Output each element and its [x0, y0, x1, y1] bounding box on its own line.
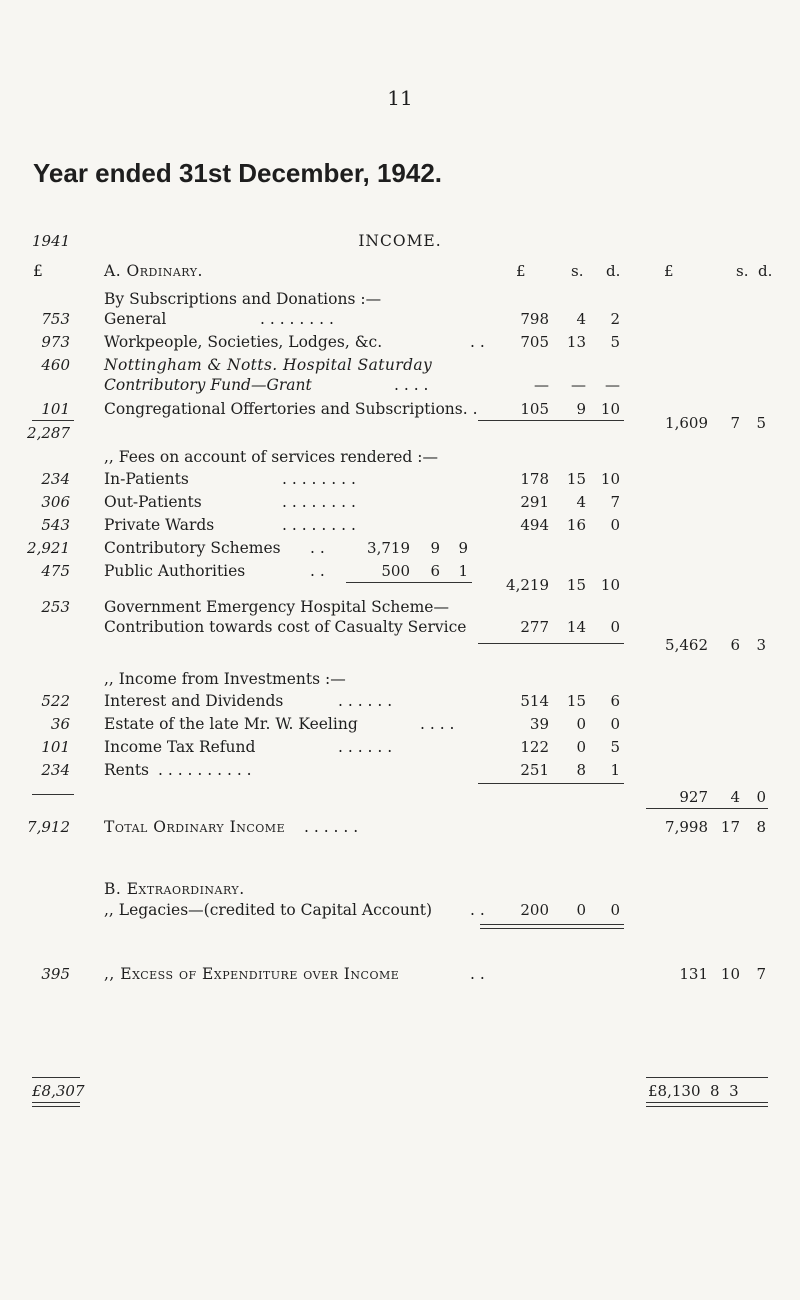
- pence-total: 0: [756, 788, 766, 806]
- pounds: 122: [520, 738, 549, 756]
- grand-total: £8,130 8 3: [648, 1082, 739, 1100]
- shillings: 15: [566, 692, 586, 710]
- pounds-total: 927: [679, 788, 708, 806]
- shillings: 9: [430, 539, 440, 557]
- prev-value: 395: [41, 965, 70, 983]
- rule: [32, 794, 74, 795]
- leader-dots: . . . . . . . .: [282, 493, 356, 511]
- rule: [32, 1077, 80, 1078]
- row-label: Private Wards: [104, 516, 215, 534]
- prev-grand-total: £8,307: [32, 1082, 85, 1100]
- shillings: 0: [576, 715, 586, 733]
- row-label: Income Tax Refund: [104, 738, 256, 756]
- pence-subtotal: 10: [600, 576, 620, 594]
- shillings: 16: [566, 516, 586, 534]
- prev-year-header: 1941: [32, 232, 71, 250]
- pence: 0: [610, 901, 620, 919]
- rule: [32, 420, 74, 421]
- pence: 7: [610, 493, 620, 511]
- row-label: Government Emergency Hospital Scheme—: [104, 598, 449, 616]
- row-label-continued: Contribution towards cost of Casualty Service: [104, 618, 467, 636]
- section-a-heading: A. Ordinary.: [104, 262, 203, 280]
- excess-label: ,, Excess of Expenditure over Income: [104, 965, 400, 983]
- pounds: 494: [520, 516, 549, 534]
- prev-value: 973: [41, 333, 70, 351]
- fees-intro: ,, Fees on account of services rendered :—: [104, 448, 439, 466]
- row-label: Nottingham & Notts. Hospital Saturday: [104, 356, 433, 374]
- prev-value: 101: [41, 738, 70, 756]
- row-label-continued: Contributory Fund—Grant: [104, 376, 312, 394]
- row-label: Estate of the late Mr. W. Keeling: [104, 715, 358, 733]
- total-ordinary-label: Total Ordinary Income: [104, 818, 286, 836]
- prev-value: 101: [41, 400, 70, 418]
- leader-dots: . . . . . . . . . .: [158, 761, 252, 779]
- leader-dots: . .: [310, 539, 325, 557]
- row-label: In-Patients: [104, 470, 189, 488]
- shillings: 14: [566, 618, 586, 636]
- pounds: 39: [529, 715, 549, 733]
- leader-dots: . .: [470, 901, 485, 919]
- pounds: 705: [520, 333, 549, 351]
- prev-value: 460: [41, 356, 70, 374]
- prev-total: 2,287: [27, 424, 70, 442]
- leader-dots: . . . . . . . .: [260, 310, 334, 328]
- prev-currency-header: £: [33, 262, 43, 280]
- pounds: 3,719: [367, 539, 410, 557]
- leader-dots: . .: [470, 333, 485, 351]
- row-label: Out-Patients: [104, 493, 202, 511]
- pounds: 105: [520, 400, 549, 418]
- rule: [478, 783, 624, 784]
- pounds: 251: [520, 761, 549, 779]
- pence: 2: [610, 310, 620, 328]
- pounds-subtotal: 4,219: [506, 576, 549, 594]
- shillings-total: 7: [730, 414, 740, 432]
- double-rule: [32, 1102, 80, 1107]
- row-label: Public Authorities: [104, 562, 246, 580]
- pence: 0: [610, 715, 620, 733]
- leader-dots: . . . . . . . .: [282, 516, 356, 534]
- pounds-total: 1,609: [665, 414, 708, 432]
- pence: 9: [458, 539, 468, 557]
- shillings: 4: [576, 310, 586, 328]
- pounds-total: 5,462: [665, 636, 708, 654]
- pence-total: 3: [756, 636, 766, 654]
- pence: 5: [610, 333, 620, 351]
- shillings-total: 4: [730, 788, 740, 806]
- prev-value: 753: [41, 310, 70, 328]
- leader-dots: . . . . . .: [304, 818, 359, 836]
- leader-dots: . .: [310, 562, 325, 580]
- leader-dots: . . . . . .: [338, 738, 393, 756]
- prev-value: 36: [50, 715, 70, 733]
- shillings: —: [571, 376, 586, 394]
- leader-dots: . .: [470, 965, 485, 983]
- pounds: 200: [520, 901, 549, 919]
- leader-dots: . . . .: [420, 715, 455, 733]
- rule: [646, 1077, 768, 1078]
- pence: 0: [610, 618, 620, 636]
- shillings-total: 10: [720, 965, 740, 983]
- section-b-heading: B. Extraordinary.: [104, 880, 245, 898]
- pence: 6: [610, 692, 620, 710]
- pence: 0: [610, 516, 620, 534]
- pounds: 798: [520, 310, 549, 328]
- pence: 10: [600, 470, 620, 488]
- row-label: Workpeople, Societies, Lodges, &c.: [104, 333, 383, 351]
- pounds: 514: [520, 692, 549, 710]
- row-label: Congregational Offertories and Subscriptions. .: [104, 400, 478, 418]
- shillings: 8: [576, 761, 586, 779]
- rule: [646, 808, 768, 809]
- shillings-total: 6: [730, 636, 740, 654]
- prev-value: 543: [41, 516, 70, 534]
- shillings: 0: [576, 738, 586, 756]
- shillings: 6: [430, 562, 440, 580]
- right-shilling-header: s.: [736, 262, 749, 280]
- shillings: 4: [576, 493, 586, 511]
- shillings: 0: [576, 901, 586, 919]
- shillings: 13: [566, 333, 586, 351]
- leader-dots: . . . . . .: [338, 692, 393, 710]
- pence-total: 5: [756, 414, 766, 432]
- shillings: 15: [566, 470, 586, 488]
- prev-total-ordinary: 7,912: [27, 818, 70, 836]
- prev-value: 475: [41, 562, 70, 580]
- rule: [478, 420, 624, 421]
- row-label: Rents: [104, 761, 150, 779]
- income-heading: INCOME.: [358, 232, 442, 250]
- prev-value: 2,921: [27, 539, 70, 557]
- pence: —: [605, 376, 620, 394]
- row-label: General: [104, 310, 167, 328]
- mid-pence-header: d.: [606, 262, 621, 280]
- shillings-subtotal: 15: [566, 576, 586, 594]
- pence: 1: [610, 761, 620, 779]
- shillings: 9: [576, 400, 586, 418]
- investments-intro: ,, Income from Investments :—: [104, 670, 346, 688]
- prev-value: 234: [41, 761, 70, 779]
- mid-pound-header: £: [516, 262, 526, 280]
- row-label: Contributory Schemes: [104, 539, 281, 557]
- pounds-total: 131: [679, 965, 708, 983]
- pounds-total: 7,998: [665, 818, 708, 836]
- page-title: Year ended 31st December, 1942.: [33, 158, 443, 188]
- right-pence-header: d.: [758, 262, 773, 280]
- pounds: 178: [520, 470, 549, 488]
- mid-shilling-header: s.: [571, 262, 584, 280]
- pence: 5: [610, 738, 620, 756]
- pounds: 500: [381, 562, 410, 580]
- double-rule: [646, 1102, 768, 1107]
- pence-total: 7: [756, 965, 766, 983]
- rule: [346, 582, 472, 583]
- prev-value: 306: [41, 493, 70, 511]
- pounds: 291: [520, 493, 549, 511]
- pence: 10: [600, 400, 620, 418]
- row-label: Interest and Dividends: [104, 692, 284, 710]
- pounds: —: [534, 376, 549, 394]
- prev-value: 234: [41, 470, 70, 488]
- pence-total: 8: [756, 818, 766, 836]
- pounds: 277: [520, 618, 549, 636]
- rule: [478, 643, 624, 644]
- leader-dots: . . . .: [394, 376, 429, 394]
- subscriptions-intro: By Subscriptions and Donations :—: [104, 290, 382, 308]
- leader-dots: . . . . . . . .: [282, 470, 356, 488]
- prev-value: 253: [41, 598, 70, 616]
- double-rule: [480, 924, 624, 929]
- right-pound-header: £: [664, 262, 674, 280]
- legacies-label: ,, Legacies—(credited to Capital Account): [104, 901, 433, 919]
- shillings-total: 17: [720, 818, 740, 836]
- pence: 1: [458, 562, 468, 580]
- prev-value: 522: [41, 692, 70, 710]
- page-number: 11: [387, 86, 413, 110]
